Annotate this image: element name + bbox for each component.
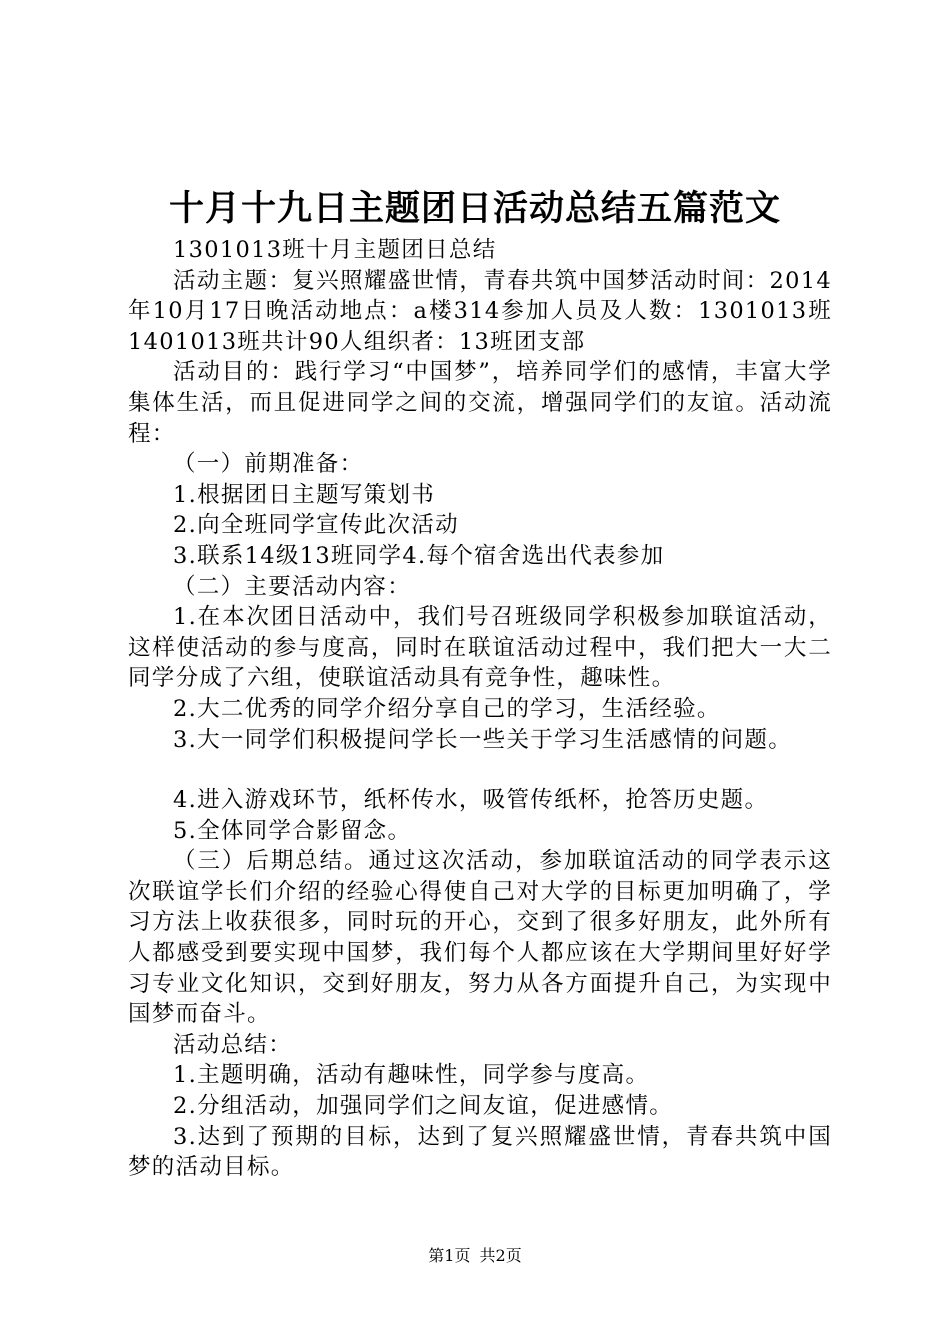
paragraph-summary-item-3: 3.达到了预期的目标，达到了复兴照耀盛世情，青春共筑中国梦的活动目标。: [128, 1123, 832, 1181]
paragraph-prep-item-3: 3.联系14级13班同学4.每个宿舍选出代表参加: [173, 542, 665, 569]
paragraph-class-heading: 1301013班十月主题团日总结: [173, 237, 497, 263]
paragraph-activity-info: 活动主题：复兴照耀盛世情，青春共筑中国梦活动时间：2014年10月17日晚活动地点：a楼314参加人员及人数：1301013班1401013班共计90人组织者：13班团支部: [128, 267, 832, 355]
paragraph-content-item-3: 3.大一同学们积极提问学长一些关于学习生活感情的问题。: [173, 726, 793, 753]
document-body: [128, 235, 832, 1183]
paragraph-section-main-content: （二）主要活动内容：: [173, 573, 412, 600]
page-footer: [0, 1246, 950, 1266]
paragraph-content-item-1: 1.在本次团日活动中，我们号召班级同学积极参加联谊活动，这样使活动的参与度高，同时在联谊活动过程中，我们把大一大二同学分成了六组，使联谊活动具有竞争性，趣味性。: [128, 604, 832, 692]
paragraph-summary-heading: 活动总结：: [173, 1031, 293, 1058]
paragraph-summary-item-2: 2.分组活动，加强同学们之间友谊，促进感情。: [173, 1093, 674, 1120]
page-number: 第1页: [428, 1246, 471, 1265]
page-total: 共2页: [479, 1246, 522, 1265]
paragraph-content-item-4: 4.进入游戏环节，纸杯传水，吸管传纸杯，抢答历史题。: [173, 787, 769, 814]
paragraph-prep-item-2: 2.向全班同学宣传此次活动: [173, 512, 459, 539]
paragraph-prep-item-1: 1.根据团日主题写策划书: [173, 481, 436, 508]
paragraph-section-review: （三）后期总结。通过这次活动，参加联谊活动的同学表示这次联谊学长们介绍的经验心得使自己对大学的目标更加明确了，学习方法上收获很多，同时玩的开心，交到了很多好朋友，此外所有人都感受到要实现中国梦，我们每个人都应该在大学期间里好好学习专业文化知识，交到好朋友，努力从各方面提升自己，为实现中国梦而奋斗。: [128, 848, 832, 1028]
document-title: 十月十九日主题团日活动总结五篇范文: [168, 188, 781, 229]
paragraph-activity-purpose: 活动目的：践行学习“中国梦”，培养同学们的感情，丰富大学集体生活，而且促进同学之间的交流，增强同学们的友谊。活动流程：: [128, 359, 832, 447]
paragraph-summary-item-1: 1.主题明确，活动有趣味性，同学参与度高。: [173, 1062, 650, 1089]
paragraph-content-item-2: 2.大二优秀的同学介绍分享自己的学习，生活经验。: [173, 695, 721, 722]
paragraph-content-item-5: 5.全体同学合影留念。: [173, 817, 412, 844]
paragraph-section-preparation: （一）前期准备：: [173, 451, 364, 478]
